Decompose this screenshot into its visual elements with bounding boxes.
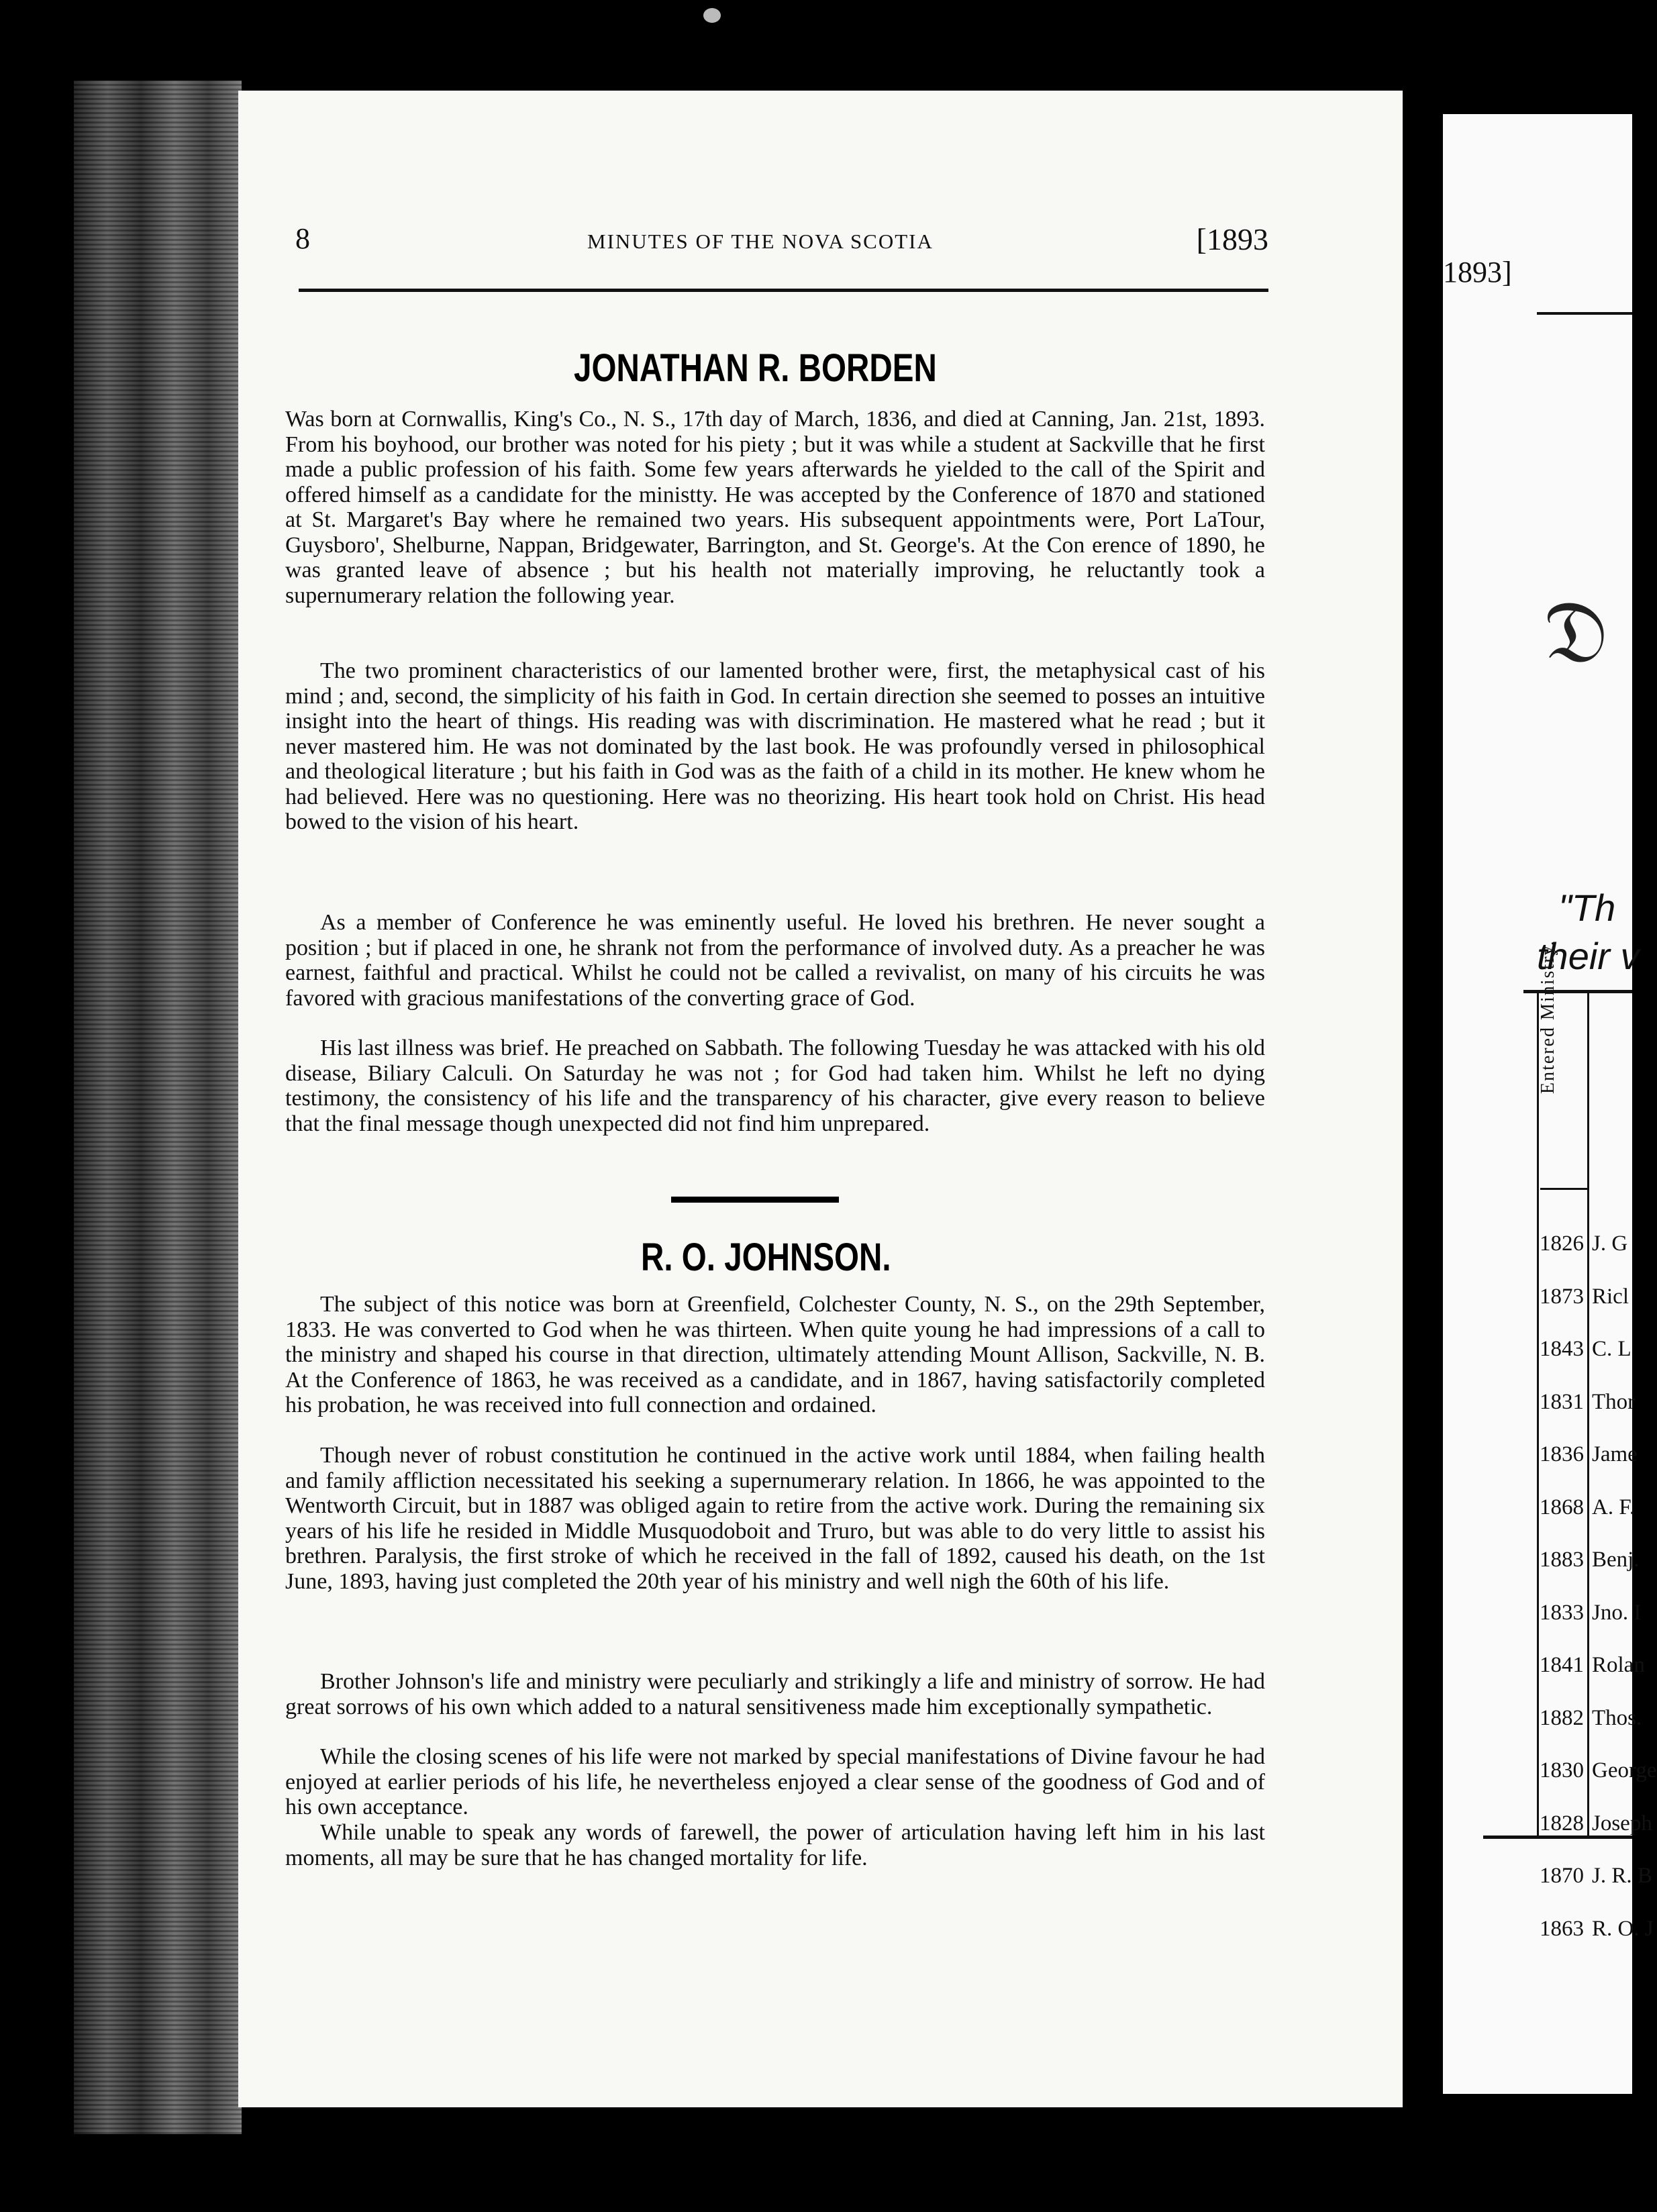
entered-year: 1828 [1540, 1811, 1584, 1836]
page-number: 8 [295, 222, 310, 255]
obituary-heading-johnson: R. O. JOHNSON. [641, 1236, 891, 1279]
entered-year: 1868 [1540, 1495, 1584, 1519]
section-divider [671, 1197, 839, 1203]
entered-year: 1843 [1540, 1337, 1584, 1361]
borden-paragraph-4: His last illness was brief. He preached on Sabbath. The following Tuesday he was attacked with his old disease, Biliary Calculi. On Saturday he was not ; for God had taken him. Whilst he left no dying testimony, the consistency of his life and the transparency of his character, give every reason to believe that the final message though unexpected did not find him unprepared. [285, 1036, 1265, 1136]
johnson-paragraph-2: Though never of robust constitution he continued in the active work until 1884, when failing health and family affliction necessitated his seeking a supernumerary relation. In 1866, he was appointed to the Wentworth Circuit, but in 1887 was obliged again to retire from the active work. During the remaining six years of his life he resided in Middle Musquodoboit and Truro, but was able to do very little to assist his brethren. Paralysis, the first stroke of which he received in the fall of 1892, caused his death, on the 1st June, 1893, having just completed the 20th year of his ministry and well nigh the 60th of his life. [285, 1443, 1265, 1594]
johnson-paragraph-3: Brother Johnson's life and ministry were peculiarly and strikingly a life and ministry of sorrow. He had great sorrows of his own which added to a natural sensitiveness made him exceptionally sympathetic. [285, 1669, 1265, 1719]
table-row [1443, 1231, 1632, 1278]
johnson-paragraph-4: While the closing scenes of his life were not marked by special manifestations of Divine favour he had enjoyed at earlier periods of his life, he nevertheless enjoyed a clear sense of the goodness of God and of his own acceptance. [285, 1744, 1265, 1819]
entered-year: 1883 [1540, 1548, 1584, 1572]
table-bottom-rule [1483, 1836, 1632, 1839]
entered-year: 1882 [1540, 1705, 1584, 1730]
table-row [1443, 1811, 1652, 1858]
entered-year: 1836 [1540, 1442, 1584, 1466]
minister-name: A. F. [1592, 1495, 1636, 1519]
entered-year: 1831 [1540, 1389, 1584, 1414]
minister-name: C. L [1592, 1337, 1631, 1361]
table-row [1443, 1864, 1652, 1911]
scan-speck [703, 8, 721, 23]
table-row [1443, 1548, 1640, 1595]
borden-paragraph-1: Was born at Cornwallis, King's Co., N. S., 17th day of March, 1836, and died at Canning, Jan. 21st, 1893. From his boyhood, our brother was noted for his piety ; but it was while a student at Sackville that he first made a public profession of his faith. Some few years afterwards he yielded to the call of the Spirit and offered himself as a candidate for the ministty. He was accepted by the Conference of 1870 and stationed at St. Margaret's Bay where he remained two years. His subsequent appointments were, Port LaTour, Guysboro', Shelburne, Nappan, Bridgewater, Barrington, and St. George's. At the Con erence of 1890, he was granted leave of absence ; but his health not materially improving, he reluctantly took a supernumerary relation the following year. [285, 407, 1265, 608]
book-binding [74, 81, 242, 2134]
ornament-initial-icon: 𝔇 [1544, 581, 1609, 683]
table-row [1443, 1337, 1632, 1384]
table-row [1443, 1916, 1654, 1964]
minister-name: R. O. J [1592, 1916, 1654, 1941]
right-year-marker: 1893] [1443, 256, 1512, 289]
table-header-rule [1540, 1188, 1587, 1190]
minister-name: Joseph [1592, 1811, 1652, 1836]
running-title: MINUTES OF THE NOVA SCOTIA [587, 230, 934, 253]
minister-name: Jno. I [1592, 1600, 1642, 1625]
minister-name: Thor [1592, 1389, 1636, 1414]
table-row [1443, 1758, 1657, 1805]
minister-name: J. G [1592, 1231, 1628, 1256]
johnson-paragraph-1: The subject of this notice was born at Greenfield, Colchester County, N. S., on the 29th September, 1833. He was converted to God when he was thirteen. When quite young he had impressions of a call to the ministry and shaped his course in that direction, ultimately attending Mount Allison, Sackville, N. B. At the Conference of 1863, he was received as a candidate, and in 1867, having satisfactorily completed his probation, he was received into full connection and ordained. [285, 1292, 1265, 1417]
minister-name: Jame [1592, 1442, 1638, 1466]
quote-line-1: "Th [1558, 887, 1616, 929]
table-header-entered-ministry: Entered Ministry. [1538, 940, 1558, 1094]
right-header-rule [1537, 312, 1632, 315]
entered-year: 1863 [1540, 1916, 1584, 1941]
table-row [1443, 1600, 1642, 1648]
minister-name: Thos. [1592, 1705, 1642, 1730]
table-row [1443, 1389, 1636, 1437]
entered-year: 1870 [1540, 1864, 1584, 1888]
year-marker: [1893 [1196, 222, 1268, 256]
entered-year: 1873 [1540, 1284, 1584, 1309]
entered-year: 1833 [1540, 1600, 1584, 1625]
table-row [1443, 1705, 1642, 1753]
right-page [1443, 114, 1657, 2094]
minister-name: J. R. B [1592, 1864, 1652, 1888]
quote-line-2: their v [1537, 935, 1640, 977]
table-row [1443, 1495, 1636, 1542]
minister-name: Rolan [1592, 1653, 1645, 1677]
minister-name: George [1592, 1758, 1657, 1782]
header-rule [299, 289, 1268, 292]
borden-paragraph-2: The two prominent characteristics of our lamented brother were, first, the metaphysical cast of his mind ; and, second, the simplicity of his faith in God. In certain direction she seemed to posses an intuitive insight into the heart of things. His reading was with discrimination. He mastered what he read ; but it never mastered him. He was not dominated by the last book. He was profoundly versed in philosophical and theological literature ; but his faith in God was as the faith of a child in its mother. He knew whom he had believed. Here was no questioning. Here was no theorizing. His heart took hold on Christ. His head bowed to the vision of his heart. [285, 658, 1265, 834]
entered-year: 1841 [1540, 1653, 1584, 1677]
running-head [295, 221, 1268, 262]
table-row [1443, 1442, 1638, 1489]
borden-paragraph-3: As a member of Conference he was eminently useful. He loved his brethren. He never sought a position ; but if placed in one, he shrank not from the performance of involved duty. As a preacher he was earnest, faithful and practical. Whilst he could not be called a revivalist, on many of his circuits he was favored with gracious manifestations of the converting grace of God. [285, 910, 1265, 1011]
minister-name: Benj. [1592, 1548, 1640, 1572]
obituary-heading-borden: JONATHAN R. BORDEN [574, 346, 937, 390]
entered-year: 1830 [1540, 1758, 1584, 1782]
entered-year: 1826 [1540, 1231, 1584, 1256]
minister-name: Ricl [1592, 1284, 1629, 1309]
table-row [1443, 1653, 1645, 1700]
johnson-paragraph-5: While unable to speak any words of farewell, the power of articulation having left him in his last moments, all may be sure that he has changed mortality for life. [285, 1820, 1265, 1870]
table-row [1443, 1285, 1632, 1331]
